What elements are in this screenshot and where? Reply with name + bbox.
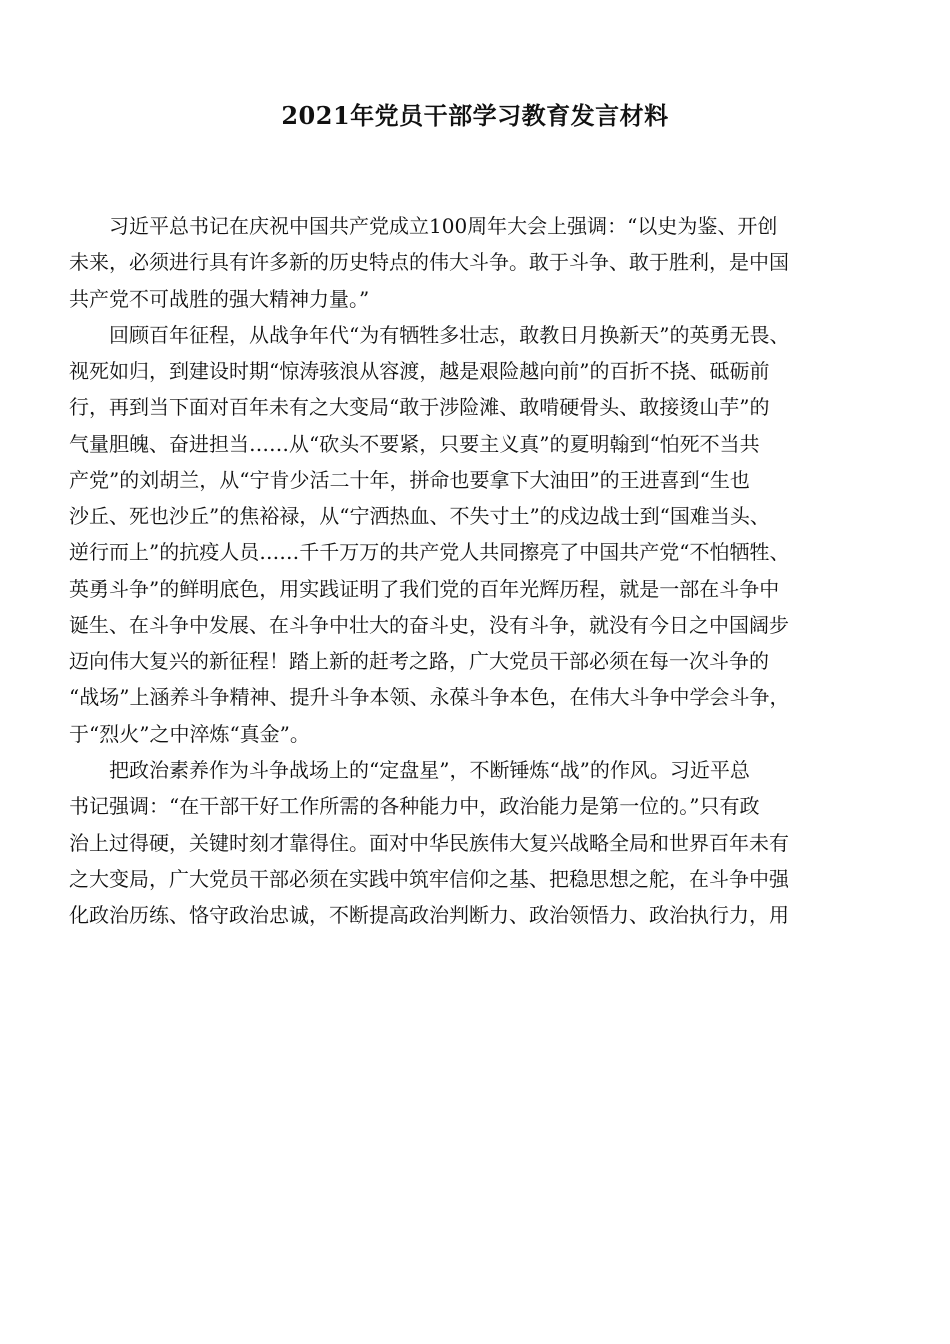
paragraph-line: 视死如归，到建设时期“惊涛骇浪从容渡，越是艰险越向前”的百折不挠、砥砺前 bbox=[69, 359, 770, 384]
paragraph-line: 诞生、在斗争中发展、在斗争中壮大的奋斗史，没有斗争，就没有今日之中国阔步 bbox=[69, 612, 789, 637]
paragraph-line: 于“烈火”之中淬炼“真金”。 bbox=[69, 721, 310, 746]
paragraph-line: 把政治素养作为斗争战场上的“定盘星”，不断锤炼“战”的作风。习近平总 bbox=[109, 757, 750, 782]
paragraph-line: 化政治历练、恪守政治忠诚，不断提高政治判断力、政治领悟力、政治执行力，用 bbox=[69, 903, 789, 928]
paragraph-line: 产党”的刘胡兰，从“宁肯少活二十年，拼命也要拿下大油田”的王进喜到“生也 bbox=[69, 467, 750, 492]
paragraph-line: 英勇斗争”的鲜明底色，用实践证明了我们党的百年光辉历程，就是一部在斗争中 bbox=[69, 576, 780, 601]
paragraph-line: 之大变局，广大党员干部必须在实践中筑牢信仰之基、把稳思想之舵，在斗争中强 bbox=[69, 866, 789, 891]
paragraph-line: 气量胆魄、奋进担当……从“砍头不要紧，只要主义真”的夏明翰到“怕死不当共 bbox=[69, 431, 760, 456]
paragraph-line: 未来，必须进行具有许多新的历史特点的伟大斗争。敢于斗争、敢于胜利，是中国 bbox=[69, 250, 789, 275]
paragraph-line: 迈向伟大复兴的新征程！踏上新的赶考之路，广大党员干部必须在每一次斗争的 bbox=[69, 649, 769, 674]
paragraph-line: 回顾百年征程，从战争年代“为有牺牲多壮志，敢教日月换新天”的英勇无畏、 bbox=[109, 322, 790, 347]
paragraph-line: 共产党不可战胜的强大精神力量。” bbox=[69, 286, 370, 311]
paragraph-line: 书记强调：“在干部干好工作所需的各种能力中，政治能力是第一位的。”只有政 bbox=[69, 794, 760, 819]
paragraph-line: “战场”上涵养斗争精神、提升斗争本领、永葆斗争本色，在伟大斗争中学会斗争， bbox=[69, 685, 790, 710]
paragraph-line: 治上过得硬，关键时刻才靠得住。面对中华民族伟大复兴战略全局和世界百年未有 bbox=[69, 830, 789, 855]
paragraph-2 bbox=[69, 317, 881, 752]
paragraph-line: 行，再到当下面对百年未有之大变局“敢于涉险滩、敢啃硬骨头、敢接烫山芋”的 bbox=[69, 395, 770, 420]
paragraph-line: 沙丘、死也沙丘”的焦裕禄，从“宁洒热血、不失寸土”的戍边战士到“国难当头、 bbox=[69, 504, 770, 529]
document-title: 2021年党员干部学习教育发言材料 bbox=[281, 101, 669, 130]
paragraph-1 bbox=[69, 208, 881, 317]
paragraph-3 bbox=[69, 752, 881, 933]
paragraph-line: 逆行而上”的抗疫人员……千千万万的共产党人共同擦亮了中国共产党“不怕牺牲、 bbox=[69, 540, 790, 565]
paragraph-line: 习近平总书记在庆祝中国共产党成立100周年大会上强调：“以史为鉴、开创 bbox=[109, 214, 778, 238]
document-body bbox=[69, 208, 881, 933]
